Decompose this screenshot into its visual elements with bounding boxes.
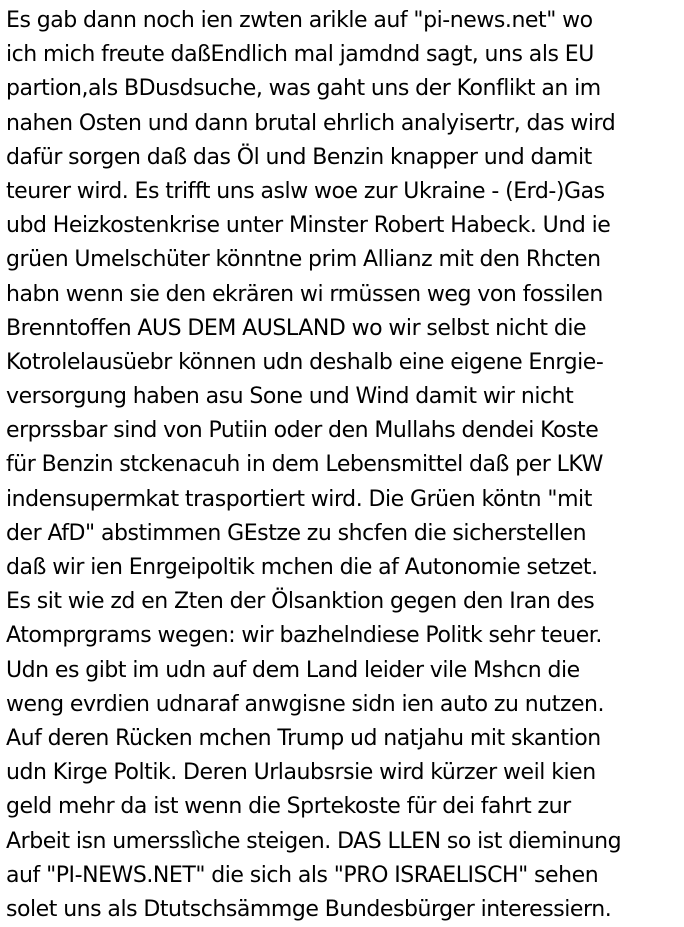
text-line-7: ubd Heizkostenkrise unter Minster Robert Habeck. Und ie <box>6 213 611 239</box>
text-line-27: solet uns als Dtutschsämmge Bundesbürger interessiern. <box>6 896 612 922</box>
text-line-2: ich mich freute daßEndlich mal jamdnd sagt, uns als EU <box>6 42 594 68</box>
text-line-17: daß wir ien Enrgeipoltik mchen die af Autonomie setzet. <box>6 555 598 580</box>
text-line-9: habn wenn sie den ekrären wi rmüssen weg von fossilen <box>6 281 603 307</box>
text-line-20: Udn es gibt im udn auf dem Land leider vile Mshcn die <box>6 657 580 683</box>
text-line-18: Es sit wie zd en Zten der Ölsanktion gegen den Iran des <box>6 589 595 615</box>
text-line-13: erprssbar sind von Putiin oder den Mullahs dendei Koste <box>6 418 599 444</box>
text-line-4: nahen Osten und dann brutal ehrlich analyisertr, das wird <box>6 110 616 136</box>
text-line-6: teurer wird. Es trifft uns aslw woe zur Ukraine - (Erd-)Gas <box>6 178 605 204</box>
text-line-23: udn Kirge Poltik. Deren Urlaubsrsie wird kürzer weil kien <box>6 760 596 786</box>
text-line-10: Brenntoffen AUS DEM AUSLAND wo wir selbst nicht die <box>6 315 587 341</box>
text-line-15: indensupermkat trasportiert wird. Die Grüen köntn "mit <box>6 486 592 512</box>
text-line-14: für Benzin stckenacuh in dem Lebensmittel daß per LKW <box>6 452 603 478</box>
text-line-25: Arbeit isn umersslìche steigen. DAS LLEN so ist dieminung <box>6 828 622 854</box>
text-line-3: partion,als BDusdsuche, was gaht uns der Konflikt an im <box>6 76 601 102</box>
text-line-8: grüen Umelschüter könntne prim Allianz mit den Rhcten <box>6 247 601 273</box>
text-line-11: Kotrolelausüebr können udn deshalb eine eigene Enrgie- <box>6 349 604 375</box>
text-line-26: auf "PI-NEWS.NET" die sich als "PRO ISRAELISCH" sehen <box>6 862 599 888</box>
text-line-21: weng evrdien udnaraf anwgisne sidn ien auto zu nutzen. <box>6 691 605 717</box>
text-line-22: Auf deren Rücken mchen Trump ud natjahu mit skantion <box>6 725 601 751</box>
text-line-24: geld mehr da ist wenn die Sprtekoste für dei fahrt zur <box>6 794 571 820</box>
text-line-5: dafür sorgen daß das Öl und Benzin knapper und damit <box>6 144 592 170</box>
text-line-16: der AfD" abstimmen GEstze zu shcfen die sicherstellen <box>6 520 587 546</box>
document-page <box>6 4 682 922</box>
text-line-1: Es gab dann noch ien zwten arikle auf "pi-news.net" wo <box>6 8 593 33</box>
text-line-12: versorgung haben asu Sone und Wind damit wir nicht <box>6 384 574 410</box>
document-text-block <box>6 4 682 927</box>
text-line-19: Atomprgrams wegen: wir bazhelndiese Politk sehr teuer. <box>6 623 602 649</box>
